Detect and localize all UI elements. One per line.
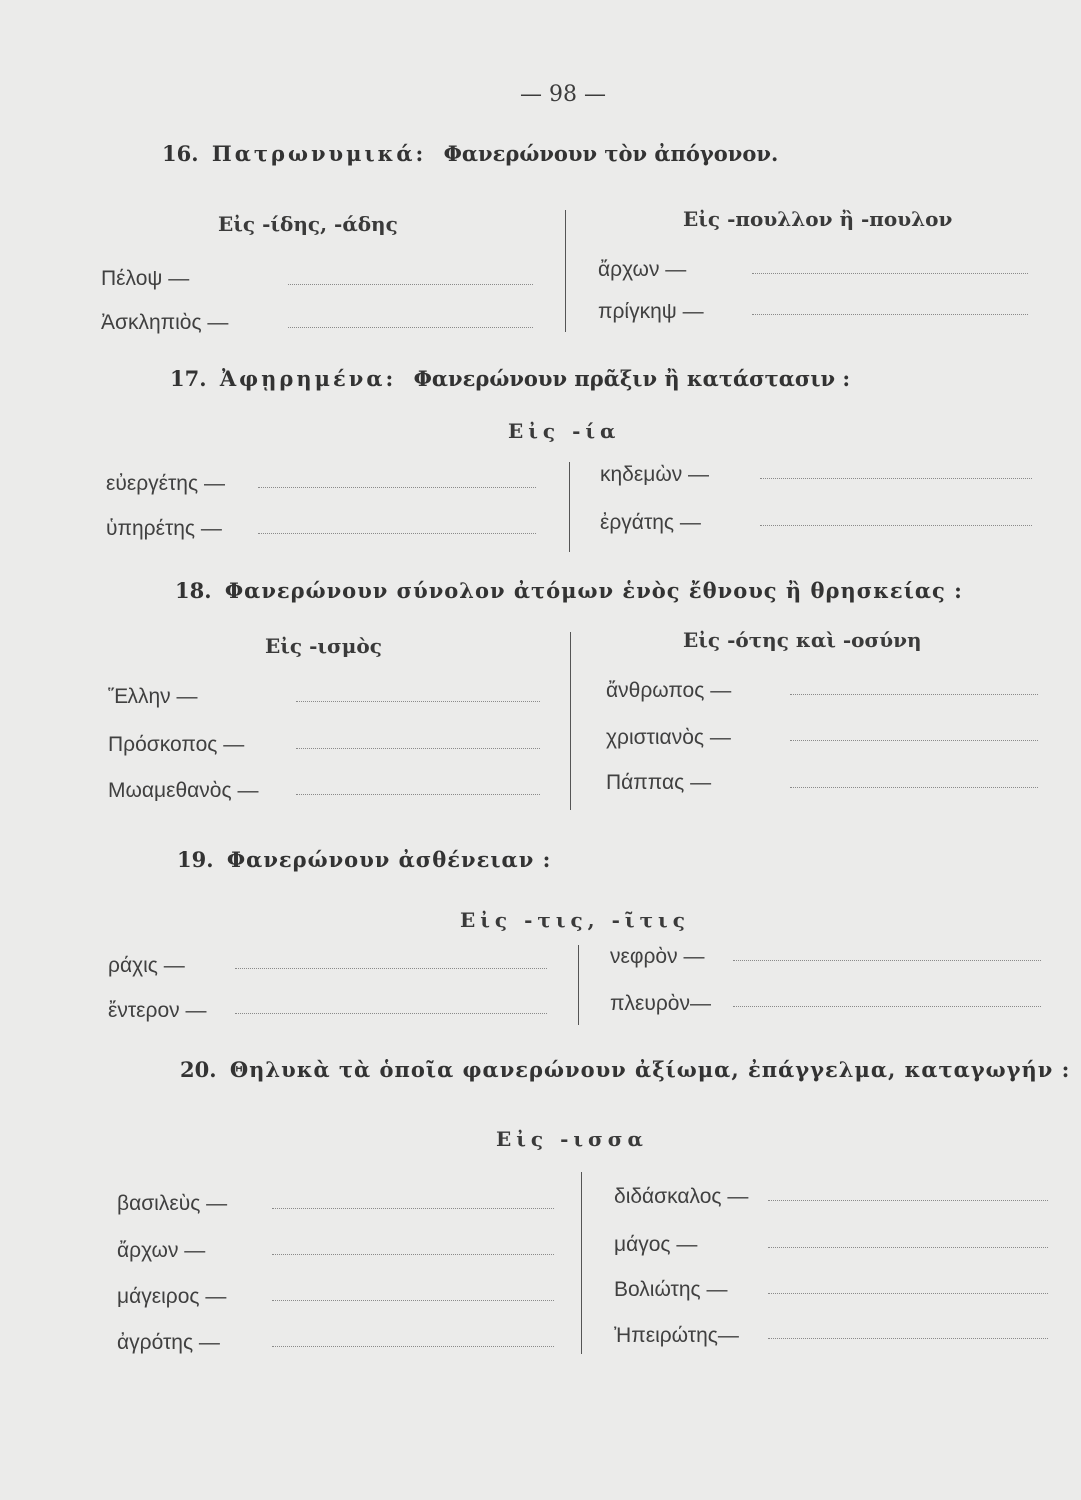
answer-blank[interactable] [752, 314, 1028, 315]
section-description: Θηλυκὰ τὰ ὁποῖα φανερώνουν ἀξίωμα, ἐπάγγελμα, καταγωγήν : [229, 1057, 1071, 1082]
word-entry: Βολιώτης — [614, 1278, 728, 1301]
answer-blank[interactable] [768, 1200, 1048, 1201]
answer-blank[interactable] [272, 1254, 554, 1255]
answer-blank[interactable] [733, 1006, 1041, 1007]
answer-blank[interactable] [790, 740, 1038, 741]
section-16-heading [162, 141, 778, 166]
word-entry: ὑπηρέτης — [106, 517, 222, 540]
word-entry: Μωαμεθανὸς — [108, 779, 259, 802]
section-title: Εἰς -ισσα [496, 1127, 648, 1151]
section-description: Φανερώνουν ἀσθένειαν : [226, 847, 552, 872]
answer-blank[interactable] [272, 1346, 554, 1347]
answer-blank[interactable] [768, 1293, 1048, 1294]
word-entry: κηδεμὼν — [600, 463, 710, 486]
section-number: 17. [170, 366, 207, 391]
answer-blank[interactable] [790, 694, 1038, 695]
column-divider [578, 945, 579, 1025]
answer-blank[interactable] [258, 487, 536, 488]
answer-blank[interactable] [272, 1208, 554, 1209]
section-number: 18. [175, 578, 212, 603]
answer-blank[interactable] [296, 748, 540, 749]
answer-blank[interactable] [760, 525, 1032, 526]
answer-blank[interactable] [768, 1247, 1048, 1248]
section-description: Φανερώνουν σύνολον ἀτόμων ἑνὸς ἔθνους ἢ θρησκείας : [224, 578, 963, 603]
answer-blank[interactable] [760, 478, 1032, 479]
word-entry: χριστιανὸς — [606, 726, 731, 749]
word-entry: ράχις — [108, 954, 185, 977]
section-20-heading [180, 1057, 1070, 1082]
section-number: 20. [180, 1057, 217, 1082]
word-entry: νεφρὸν — [610, 945, 705, 968]
word-entry: Ἠπειρώτης— [614, 1324, 739, 1347]
section-title: Εἰς -τις, -ῖτις [460, 908, 690, 932]
word-entry: ἄρχων — [117, 1239, 206, 1262]
answer-blank[interactable] [733, 960, 1041, 961]
column-divider [569, 462, 570, 552]
column-divider [565, 210, 566, 332]
word-entry: Πέλοψ — [101, 267, 190, 290]
column-title-right: Εἰς -ότης καὶ -οσύνη [683, 628, 922, 652]
answer-blank[interactable] [272, 1300, 554, 1301]
word-entry: ἔντερον — [108, 999, 207, 1022]
word-entry: ἄνθρωπος — [606, 679, 732, 702]
answer-blank[interactable] [752, 273, 1028, 274]
section-18-heading [175, 578, 963, 603]
answer-blank[interactable] [768, 1338, 1048, 1339]
answer-blank[interactable] [235, 1013, 547, 1014]
word-entry: ἀγρότης — [117, 1331, 220, 1354]
column-divider [581, 1172, 582, 1354]
answer-blank[interactable] [288, 284, 533, 285]
word-entry: μάγος — [614, 1233, 698, 1256]
answer-blank[interactable] [258, 533, 536, 534]
word-entry: Ἕλλην — [108, 685, 198, 708]
word-entry: εὐεργέτης — [106, 472, 225, 495]
word-entry: ἐργάτης — [600, 511, 701, 534]
section-number: 16. [162, 141, 199, 166]
section-label: Ἀφῃρημένα: [219, 366, 397, 391]
column-title-left: Εἰς -ίδης, -άδης [218, 212, 398, 236]
section-description: Φανερώνουν τὸν ἀπόγονον. [443, 141, 779, 166]
section-label: Πατρωνυμικά: [211, 141, 427, 166]
word-entry: Πάππας — [606, 771, 712, 794]
word-entry: Πρόσκοπος — [108, 733, 245, 756]
column-divider [570, 632, 571, 810]
word-entry: ἄρχων — [598, 258, 687, 281]
column-title-right: Εἰς -πουλλον ἢ -πουλον [683, 207, 953, 231]
word-entry: μάγειρος — [117, 1285, 227, 1308]
section-description: Φανερώνουν πρᾶξιν ἢ κατάστασιν : [413, 366, 851, 391]
answer-blank[interactable] [790, 787, 1038, 788]
word-entry: πρίγκηψ — [598, 300, 704, 323]
section-19-heading [177, 847, 551, 872]
answer-blank[interactable] [296, 701, 540, 702]
word-entry: διδάσκαλος — [614, 1185, 749, 1208]
word-entry: βασιλεὺς — [117, 1192, 228, 1215]
column-title-left: Εἰς -ισμὸς [265, 634, 382, 658]
answer-blank[interactable] [296, 794, 540, 795]
section-title: Εἰς -ία [508, 419, 621, 443]
answer-blank[interactable] [235, 968, 547, 969]
page-number: — 98 — [520, 82, 606, 107]
answer-blank[interactable] [288, 327, 533, 328]
section-number: 19. [177, 847, 214, 872]
section-17-heading [170, 366, 850, 391]
word-entry: Ἀσκληπιὸς — [101, 311, 229, 334]
word-entry: πλευρὸν— [610, 992, 711, 1015]
